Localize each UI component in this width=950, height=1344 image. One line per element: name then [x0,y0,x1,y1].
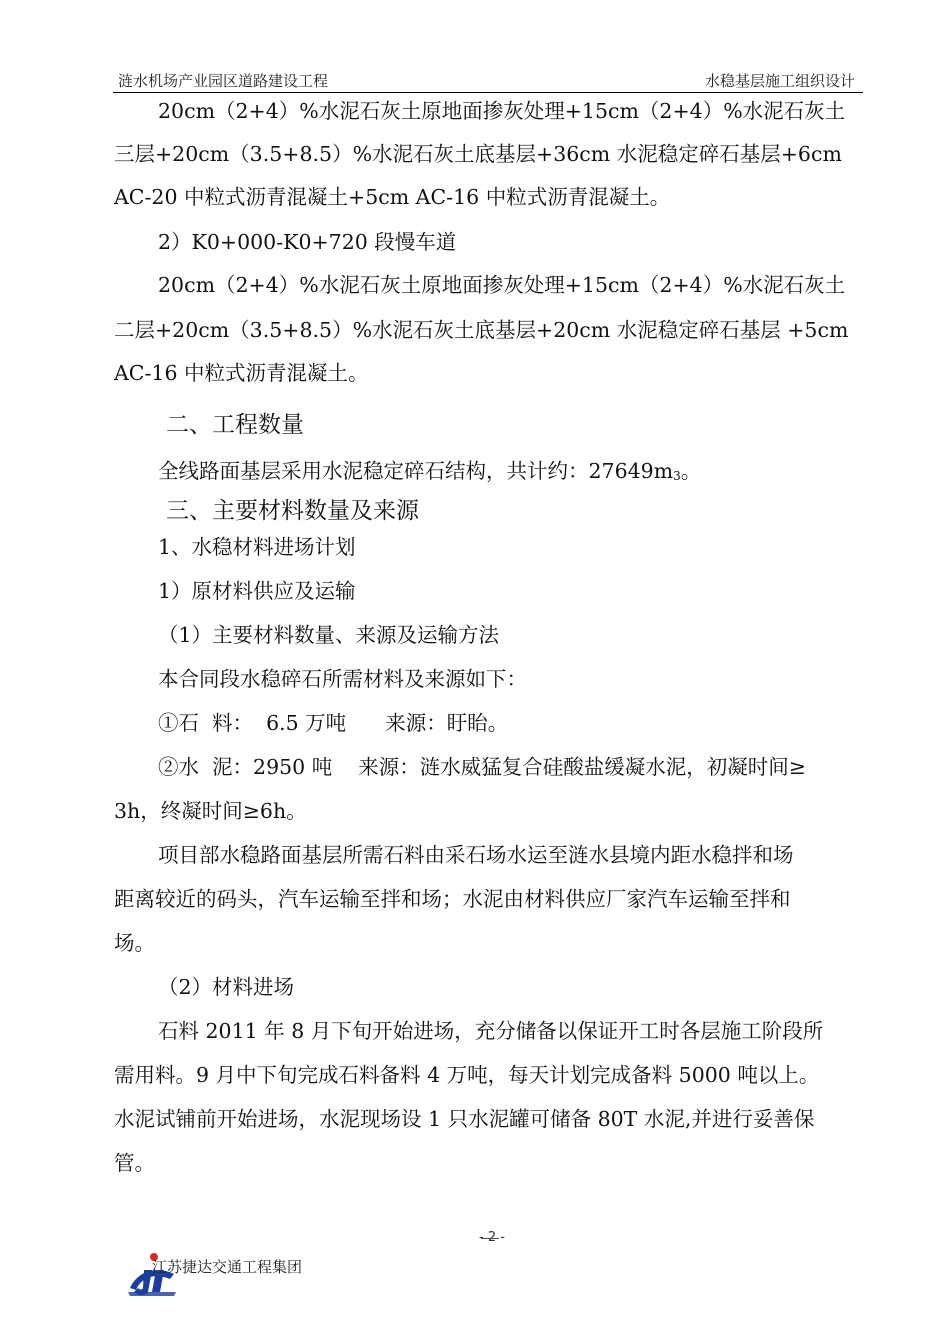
body-line: 距离较近的码头，汽车运输至拌和场；水泥由材料供应厂家汽车运输至拌和 [114,887,791,911]
body-line: 项目部水稳路面基层所需石料由采石场水运至涟水县境内距水稳拌和场 [158,843,794,867]
material-cement-line: ②水 泥：2950 吨 来源：涟水威猛复合硅酸盐缓凝水泥，初凝时间≥ [158,755,806,779]
superscript-unit: 3 [673,469,681,483]
body-line: 3h，终凝时间≥6h。 [114,799,307,823]
subsection-heading: （2）材料进场 [158,975,295,999]
company-name: 江苏捷达交通工程集团 [152,1258,303,1276]
body-line: 本合同段水稳碎石所需材料及来源如下： [158,667,527,691]
page-number: - 2 - [479,1230,505,1245]
header-project-title: 涟水机场产业园区道路建设工程 [118,72,329,90]
body-line: 二层+20cm（3.5+8.5）%水泥石灰土底基层+20cm 水泥稳定碎石基层 +5cm [114,318,849,342]
material-stone-line: ①石 料： 6.5 万吨 来源：盱眙。 [158,711,509,735]
body-line: 管。 [114,1151,155,1175]
subsection-heading: 1、水稳材料进场计划 [158,535,356,559]
body-line: AC-16 中粒式沥青混凝土。 [114,361,369,385]
header-divider [113,92,863,93]
quantity-text-end: 。 [680,459,702,483]
body-line: 需用料。9 月中下旬完成石料备料 4 万吨，每天计划完成备料 5000 吨以上。 [114,1063,820,1087]
body-line: 石料 2011 年 8 月下旬开始进场，充分储备以保证开工时各层施工阶段所 [158,1019,824,1043]
quantity-text: 全线路面基层采用水泥稳定碎石结构，共计约：27649m [158,459,674,483]
body-line [158,454,701,484]
section-heading: 三、主要材料数量及来源 [166,498,419,524]
body-line: 20cm（2+4）%水泥石灰土原地面掺灰处理+15cm（2+4）%水泥石灰土 [158,99,846,123]
subsection-heading: （1）主要材料数量、来源及运输方法 [158,623,500,647]
body-line: 水泥试铺前开始进场，水泥现场设 1 只水泥罐可储备 80T 水泥,并进行妥善保 [114,1107,815,1131]
body-line: 20cm（2+4）%水泥石灰土原地面掺灰处理+15cm（2+4）%水泥石灰土 [158,273,846,297]
header-document-title: 水稳基层施工组织设计 [704,72,855,90]
section-heading: 二、工程数量 [166,412,304,438]
subsection-heading: 1）原材料供应及运输 [158,579,356,603]
list-item-heading: 2）K0+000-K0+720 段慢车道 [158,230,457,254]
body-line: 场。 [114,931,155,955]
body-line: AC-20 中粒式沥青混凝土+5cm AC-16 中粒式沥青混凝土。 [114,185,671,209]
body-line: 三层+20cm（3.5+8.5）%水泥石灰土底基层+36cm 水泥稳定碎石基层+6cm [114,142,842,166]
